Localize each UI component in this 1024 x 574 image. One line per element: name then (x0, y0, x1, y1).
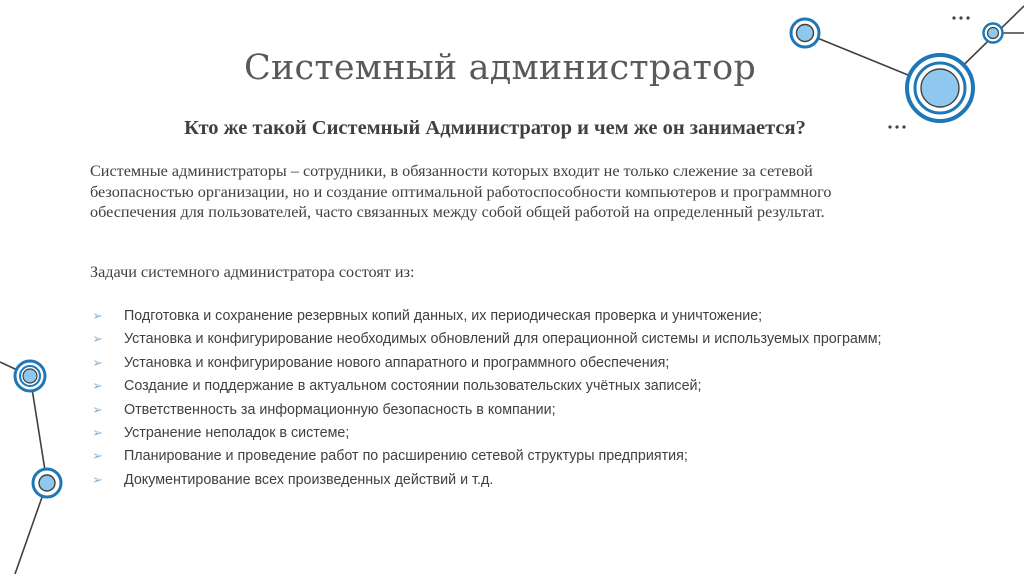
arrow-bullet-icon: ➢ (92, 472, 103, 488)
arrow-bullet-icon: ➢ (92, 379, 103, 395)
list-item-text: Установка и конфигурирование необходимых обновлений для операционной системы и используемых программ; (124, 331, 882, 348)
list-item (90, 306, 910, 327)
list-item-text: Устранение неполадок в системе; (124, 424, 350, 441)
list-item-text: Создание и поддержание в актуальном состоянии пользовательских учётных записей; (124, 378, 702, 395)
ellipsis-dots-top (952, 16, 969, 19)
list-item (90, 400, 910, 421)
list-item (90, 446, 910, 467)
list-item (90, 329, 910, 350)
arrow-bullet-icon: ➢ (92, 425, 103, 441)
intro-paragraph: Системные администраторы – сотрудники, в обязанности которых входит не только слежение за сетевой безопасностью организации, но и создание оптимальной работоспособности компьютеров и программного обеспечения для пользователей, часто связанных между собой общей работой на определенный результат. (90, 162, 832, 221)
arrow-bullet-icon: ➢ (92, 309, 103, 324)
arrow-bullet-icon: ➢ (92, 402, 103, 418)
list-item-text: Подготовка и сохранение резервных копий данных, их периодическая проверка и уничтожение; (124, 308, 763, 324)
list-item-text: Документирование всех произведенных действий и т.д. (124, 471, 494, 488)
list-item (90, 423, 910, 444)
task-list (90, 306, 910, 493)
slide-subtitle: Кто же такой Системный Администратор и чем же он занимается? (184, 117, 806, 139)
list-item (90, 353, 910, 374)
arrow-bullet-icon: ➢ (92, 449, 103, 465)
list-item-text: Установка и конфигурирование нового аппаратного и программного обеспечения; (124, 354, 670, 371)
arrow-bullet-icon: ➢ (92, 332, 103, 348)
list-item (90, 470, 910, 491)
list-item (90, 376, 910, 397)
arrow-bullet-icon: ➢ (92, 355, 103, 371)
node-left-lower (33, 469, 61, 497)
list-item-text: Планирование и проведение работ по расширению сетевой структуры предприятия; (124, 448, 688, 465)
list-item-text: Ответственность за информационную безопасность в компании; (124, 401, 556, 418)
tasks-heading: Задачи системного администратора состоят из: (90, 263, 415, 281)
node-left-upper (15, 361, 45, 391)
node-tiny-right (984, 24, 1003, 43)
slide-title: Системный администратор (244, 48, 756, 88)
node-small-top (791, 19, 819, 47)
